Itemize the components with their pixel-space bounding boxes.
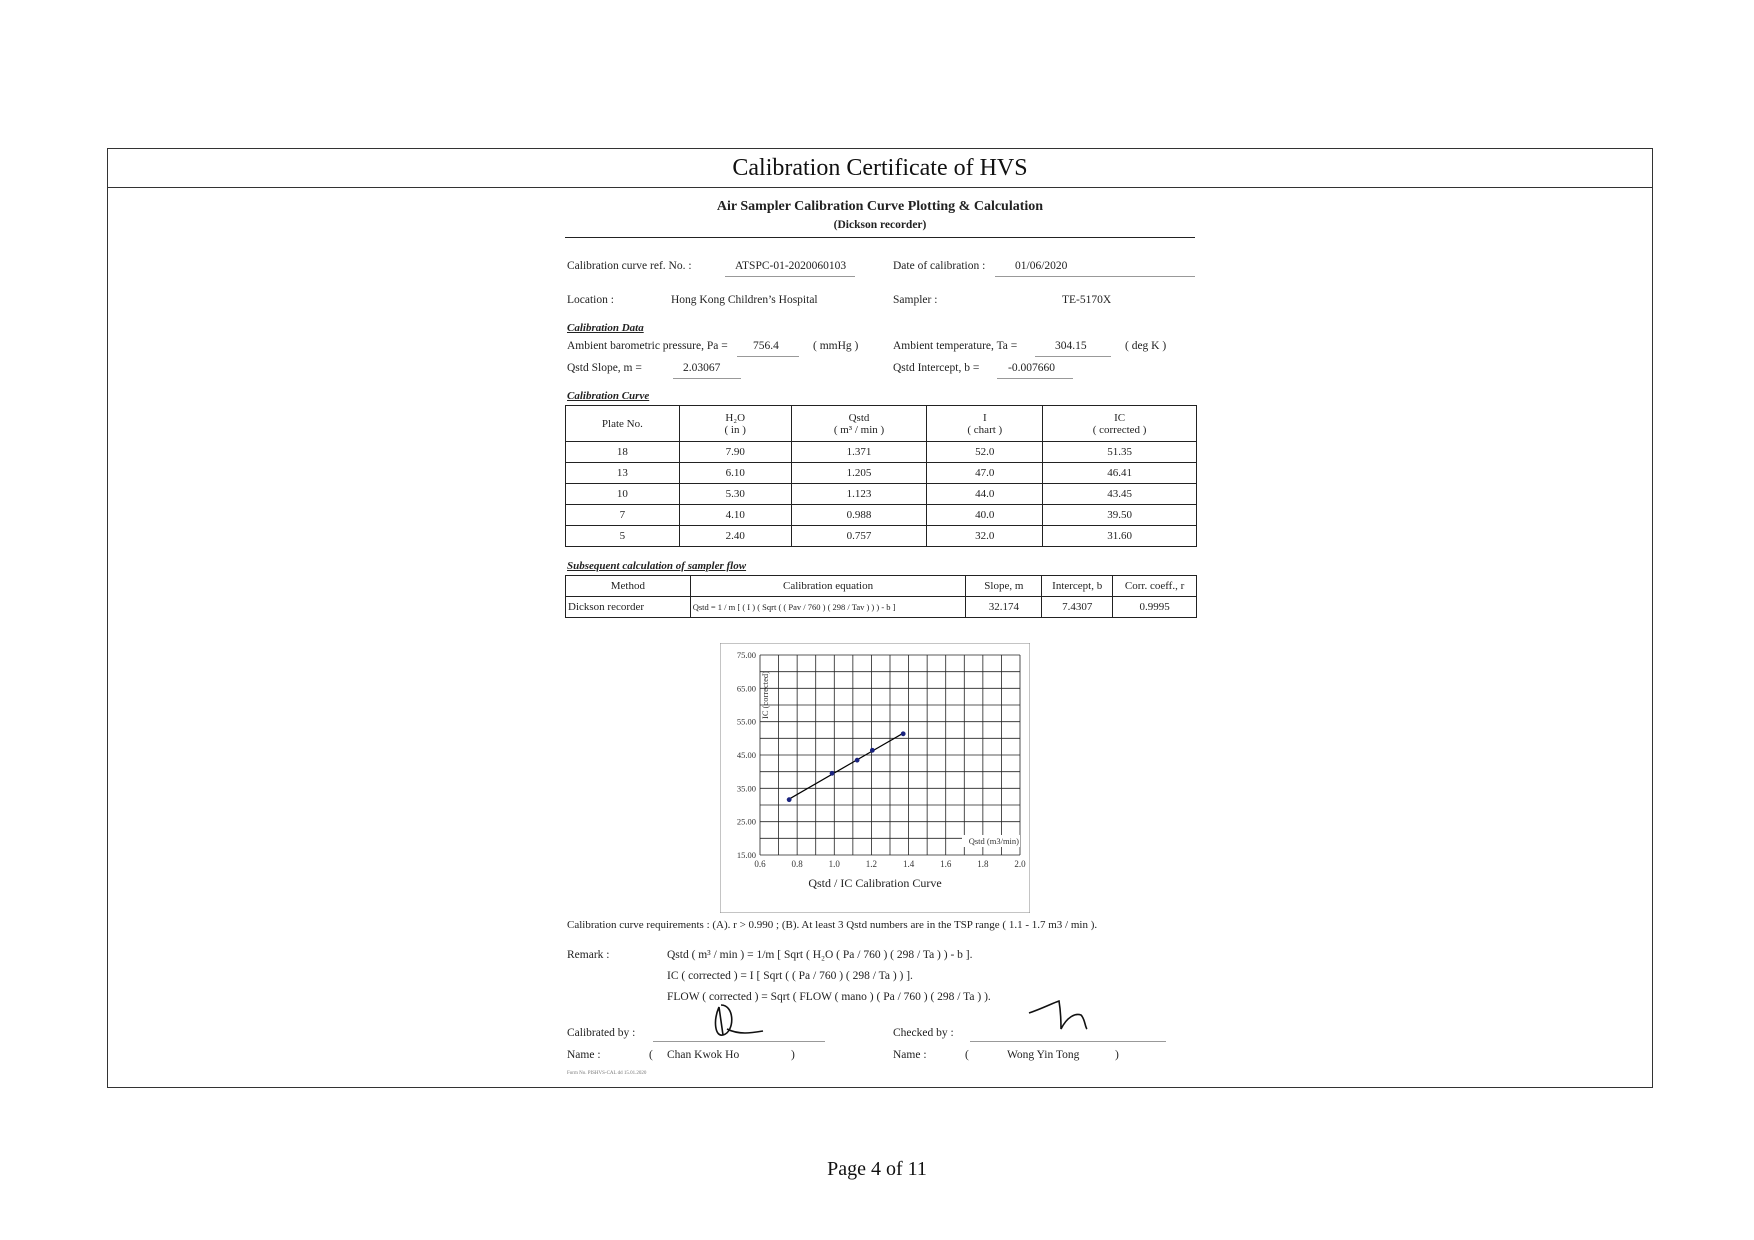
pressure-unit: ( mmHg ) xyxy=(813,340,859,352)
header-i: I ( chart ) xyxy=(927,406,1043,442)
flow-table-header xyxy=(566,576,1197,597)
cell: 46.41 xyxy=(1043,463,1197,484)
ref-label: Calibration curve ref. No. : xyxy=(567,260,692,272)
remark-line-3: FLOW ( corrected ) = Sqrt ( FLOW ( mano ) ( Pa / 760 ) ( 298 / Ta ) ). xyxy=(667,991,991,1003)
cell: 2.40 xyxy=(679,526,791,547)
calibrated-name-close-paren: ) xyxy=(791,1049,795,1061)
cell-equation: Qstd = 1 / m [ ( I ) ( Sqrt ( ( Pav / 760 ) ( 298 / Tav ) ) ) - b ] xyxy=(690,597,966,618)
checked-name: Wong Yin Tong xyxy=(1007,1049,1080,1061)
checked-by-label: Checked by : xyxy=(893,1027,954,1039)
subsequent-calculation-heading: Subsequent calculation of sampler flow xyxy=(567,560,747,572)
cell: 40.0 xyxy=(927,505,1043,526)
calibrated-by-label: Calibrated by : xyxy=(567,1027,636,1039)
sampler-value: TE-5170X xyxy=(1062,294,1112,306)
checked-name-open-paren: ( xyxy=(965,1049,969,1061)
chart-y-tick-label: 75.00 xyxy=(736,650,756,660)
date-label: Date of calibration : xyxy=(893,260,986,272)
chart-y-tick-label: 45.00 xyxy=(736,750,756,760)
calibrated-name: Chan Kwok Ho xyxy=(667,1049,740,1061)
curve-table-header xyxy=(566,406,1197,442)
checked-signature-line xyxy=(970,1041,1166,1042)
header-h2o: H₂O ( in ) xyxy=(679,406,791,442)
chart-data-point xyxy=(855,758,860,763)
table-row xyxy=(566,442,1197,463)
cell-method: Dickson recorder xyxy=(566,597,691,618)
cell: 1.123 xyxy=(791,484,927,505)
checked-name-label: Name : xyxy=(893,1049,927,1061)
header-corr: Corr. coeff., r xyxy=(1113,576,1197,597)
table-row xyxy=(566,597,1197,618)
cell: 7.90 xyxy=(679,442,791,463)
cell: 6.10 xyxy=(679,463,791,484)
header-intercept: Intercept, b xyxy=(1042,576,1113,597)
chart-data-point xyxy=(787,797,792,802)
cell: 1.371 xyxy=(791,442,927,463)
sampler-flow-table xyxy=(565,575,1197,618)
header-qstd: Qstd ( m³ / min ) xyxy=(791,406,927,442)
calibration-data-heading: Calibration Data xyxy=(567,322,644,334)
header-plate-no: Plate No. xyxy=(566,406,680,442)
cell-slope: 32.174 xyxy=(966,597,1042,618)
page-number: Page 4 of 11 xyxy=(827,1158,927,1180)
calibration-curve-table xyxy=(565,405,1197,547)
document-sub-title: (Dickson recorder) xyxy=(833,219,927,231)
cell: 1.205 xyxy=(791,463,927,484)
checked-signature xyxy=(1025,999,1105,1035)
calibration-curve-heading: Calibration Curve xyxy=(567,390,650,402)
date-underline xyxy=(995,276,1195,277)
cell: 31.60 xyxy=(1043,526,1197,547)
sampler-label: Sampler : xyxy=(893,294,938,306)
chart-x-tick-label: 2.0 xyxy=(1014,859,1026,869)
calibrated-name-open-paren: ( xyxy=(649,1049,653,1061)
cell: 18 xyxy=(566,442,680,463)
chart-y-axis-label: IC (corrected) xyxy=(760,671,770,719)
chart-x-axis-label: Qstd (m3/min) xyxy=(968,836,1019,846)
chart-y-tick-label: 15.00 xyxy=(736,850,756,860)
chart-data-point xyxy=(901,731,906,736)
chart-y-tick-label: 35.00 xyxy=(736,783,756,794)
remark-line-2: IC ( corrected ) = I [ Sqrt ( ( Pa / 760 ) ( 298 / Ta ) ) ]. xyxy=(667,970,913,982)
certificate-title: Calibration Certificate of HVS xyxy=(108,149,1652,188)
location-value: Hong Kong Children’s Hospital xyxy=(671,294,818,306)
temperature-label: Ambient temperature, Ta = xyxy=(893,340,1018,352)
chart-data-point xyxy=(870,748,875,753)
slope-label: Qstd Slope, m = xyxy=(567,362,642,374)
chart-x-tick-label: 1.0 xyxy=(828,859,840,869)
requirements-text: Calibration curve requirements : (A). r > 0.990 ; (B). At least 3 Qstd numbers are in the TSP range ( 1.1 - 1.7 m3 / min ). xyxy=(567,919,1098,931)
temperature-underline xyxy=(1035,356,1111,357)
remark-label: Remark : xyxy=(567,949,610,961)
slope-value: 2.03067 xyxy=(683,362,721,374)
chart-x-tick-label: 1.4 xyxy=(902,859,915,869)
cell-intercept: 7.4307 xyxy=(1042,597,1113,618)
calibrated-signature xyxy=(705,999,775,1043)
cell: 52.0 xyxy=(927,442,1043,463)
cell: 0.988 xyxy=(791,505,927,526)
header-method: Method xyxy=(566,576,691,597)
intercept-underline xyxy=(997,378,1073,379)
calibrated-name-label: Name : xyxy=(567,1049,601,1061)
chart-x-tick-label: 0.6 xyxy=(754,859,766,869)
intercept-label: Qstd Intercept, b = xyxy=(893,362,980,374)
header-ic: IC ( corrected ) xyxy=(1043,406,1197,442)
cell: 5.30 xyxy=(679,484,791,505)
chart-x-tick-label: 1.2 xyxy=(865,859,878,869)
table-row xyxy=(566,463,1197,484)
form-number: Form No. PISHVS-CAL dd 15.01.2020 xyxy=(567,1071,647,1076)
chart-x-tick-label: 0.8 xyxy=(791,859,803,869)
header-slope: Slope, m xyxy=(966,576,1042,597)
location-label: Location : xyxy=(567,294,614,306)
document-main-title: Air Sampler Calibration Curve Plotting & Calculation xyxy=(716,199,1044,214)
chart-y-tick-label: 65.00 xyxy=(736,683,756,694)
temperature-unit: ( deg K ) xyxy=(1125,340,1167,352)
cell: 0.757 xyxy=(791,526,927,547)
certificate-frame xyxy=(107,148,1653,1088)
header-equation: Calibration equation xyxy=(690,576,966,597)
chart-x-tick-label: 1.6 xyxy=(940,859,952,869)
cell: 7 xyxy=(566,505,680,526)
date-value: 01/06/2020 xyxy=(1015,260,1068,272)
chart-y-tick-label: 25.00 xyxy=(736,816,756,827)
cell: 47.0 xyxy=(927,463,1043,484)
cell: 43.45 xyxy=(1043,484,1197,505)
table-row xyxy=(566,484,1197,505)
cell: 5 xyxy=(566,526,680,547)
chart-data-point xyxy=(830,771,835,776)
calibration-document xyxy=(565,199,1195,1079)
ref-value: ATSPC-01-2020060103 xyxy=(735,260,847,272)
pressure-value: 756.4 xyxy=(753,340,779,352)
cell: 13 xyxy=(566,463,680,484)
pressure-underline xyxy=(737,356,799,357)
chart-y-tick-label: 55.00 xyxy=(736,716,756,727)
cell: 51.35 xyxy=(1043,442,1197,463)
pressure-label: Ambient barometric pressure, Pa = xyxy=(567,340,728,352)
cell: 44.0 xyxy=(927,484,1043,505)
cell: 4.10 xyxy=(679,505,791,526)
header-rule xyxy=(565,237,1195,238)
chart-svg xyxy=(720,643,1030,913)
cell: 39.50 xyxy=(1043,505,1197,526)
chart-x-tick-label: 1.8 xyxy=(977,859,989,869)
checked-name-close-paren: ) xyxy=(1115,1049,1119,1061)
table-row xyxy=(566,505,1197,526)
remark-line-1: Qstd ( m³ / min ) = 1/m [ Sqrt ( H₂O ( Pa / 760 ) ( 298 / Ta ) ) - b ]. xyxy=(667,949,973,961)
intercept-value: -0.007660 xyxy=(1008,362,1055,374)
ref-underline xyxy=(725,276,855,277)
cell-corr: 0.9995 xyxy=(1113,597,1197,618)
slope-underline xyxy=(673,378,741,379)
chart-title: Qstd / IC Calibration Curve xyxy=(808,876,942,890)
cell: 10 xyxy=(566,484,680,505)
calibration-chart xyxy=(720,643,1030,913)
cell: 32.0 xyxy=(927,526,1043,547)
temperature-value: 304.15 xyxy=(1055,340,1087,352)
table-row xyxy=(566,526,1197,547)
